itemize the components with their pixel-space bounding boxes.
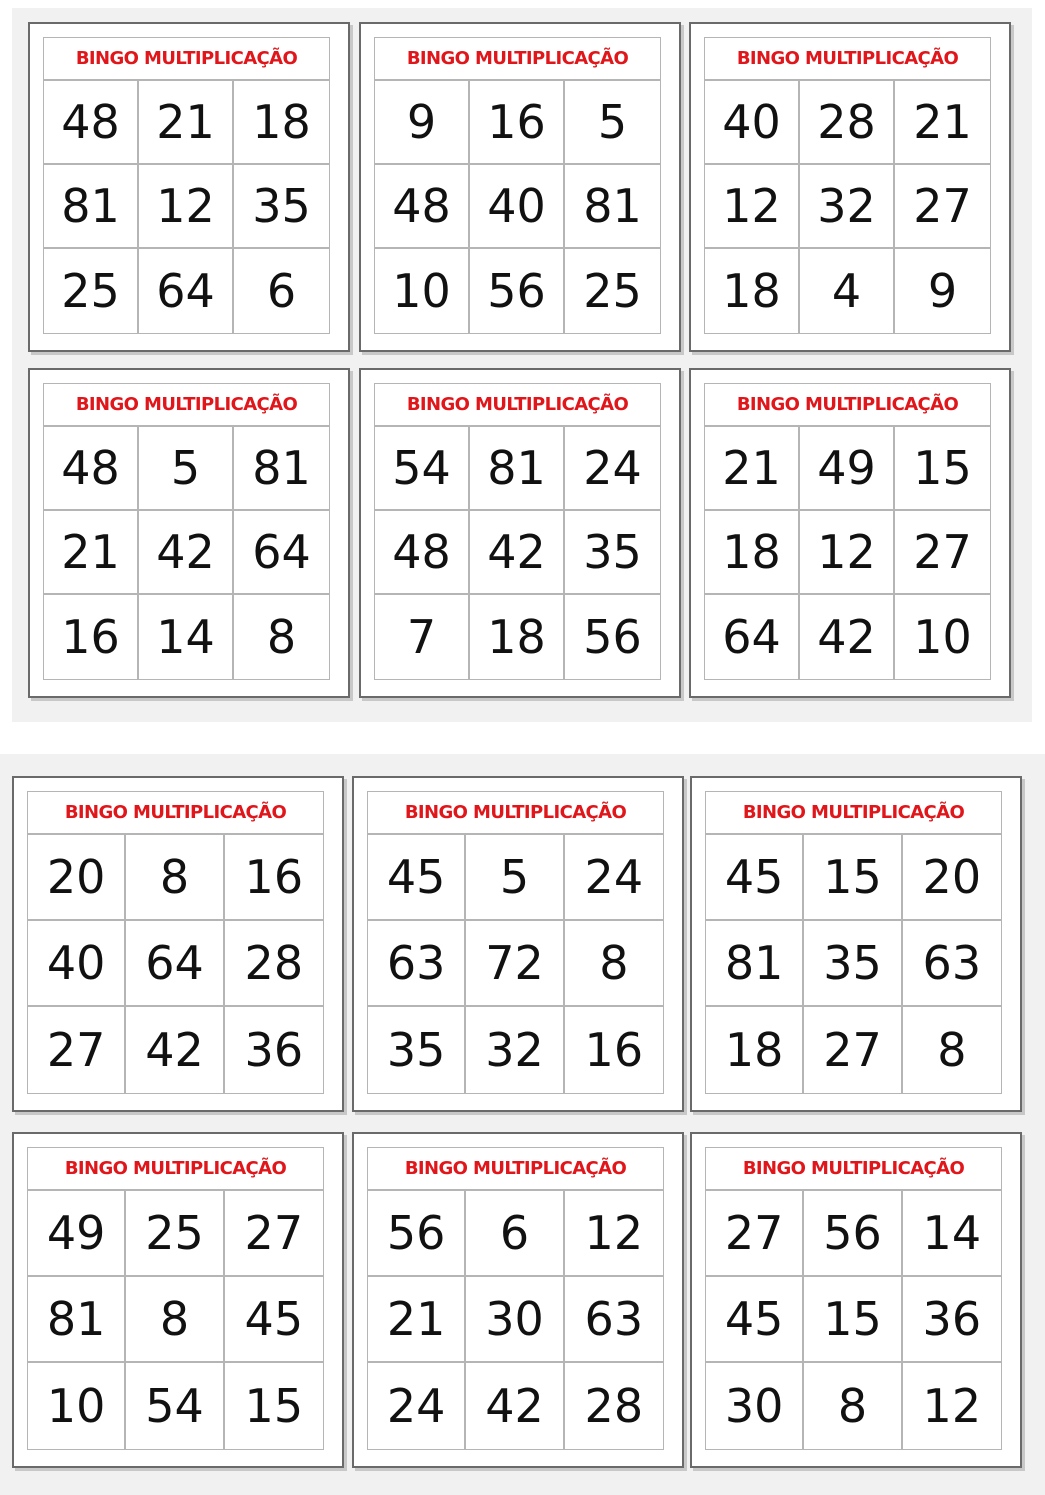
- bingo-number-cell: 16: [225, 835, 323, 921]
- bingo-number-cell: 81: [28, 1277, 126, 1363]
- bingo-number-cell: 4: [800, 249, 895, 333]
- bingo-card-frame: [705, 1147, 1002, 1450]
- bingo-number-cell: 42: [800, 595, 895, 679]
- bingo-card-title: BINGO MULTIPLICAÇÃO: [28, 792, 323, 835]
- bingo-card-frame: [705, 791, 1002, 1094]
- bingo-card-title: BINGO MULTIPLICAÇÃO: [44, 384, 329, 427]
- bingo-number-cell: 32: [800, 165, 895, 249]
- bingo-number-cell: 21: [139, 81, 234, 165]
- bingo-card-frame: [367, 791, 664, 1094]
- bingo-number-cell: 63: [368, 921, 466, 1007]
- bingo-number-cell: 40: [28, 921, 126, 1007]
- bingo-number-cell: 28: [800, 81, 895, 165]
- bingo-number-cell: 27: [28, 1007, 126, 1093]
- bingo-number-cell: 30: [466, 1277, 564, 1363]
- bingo-number-cell: 45: [706, 1277, 804, 1363]
- bingo-number-grid: [44, 81, 329, 333]
- bingo-number-grid: [706, 835, 1001, 1093]
- bingo-number-cell: 6: [466, 1191, 564, 1277]
- bingo-number-cell: 18: [705, 511, 800, 595]
- bingo-number-cell: 64: [126, 921, 224, 1007]
- bingo-number-cell: 18: [234, 81, 329, 165]
- bingo-number-cell: 25: [583, 264, 642, 318]
- bingo-card: [690, 776, 1022, 1112]
- bingo-number-cell: 25: [44, 249, 139, 333]
- bingo-number-cell: 10: [913, 610, 972, 664]
- bingo-card-title: BINGO MULTIPLICAÇÃO: [368, 792, 663, 835]
- bingo-number-cell: 10: [375, 249, 470, 333]
- bingo-number-cell: 18: [470, 595, 565, 679]
- bingo-number-cell: 40: [705, 81, 800, 165]
- bingo-number-cell: 21: [705, 427, 800, 511]
- bingo-card: [352, 776, 684, 1112]
- bingo-number-cell: 81: [470, 427, 565, 511]
- bingo-number-cell: 35: [565, 511, 660, 595]
- bingo-number-cell: 35: [368, 1007, 466, 1093]
- bingo-number-cell: 24: [565, 427, 660, 511]
- bingo-number-cell: 15: [244, 1379, 304, 1433]
- bingo-number-cell: 64: [705, 595, 800, 679]
- bingo-number-cell: 42: [470, 511, 565, 595]
- bingo-number-cell: 54: [375, 427, 470, 511]
- bingo-card-title: BINGO MULTIPLICAÇÃO: [368, 1148, 663, 1191]
- bingo-number-cell: 48: [375, 165, 470, 249]
- bingo-number-cell: 12: [922, 1379, 982, 1433]
- bingo-number-cell: 56: [804, 1191, 902, 1277]
- bingo-number-cell: 36: [244, 1023, 304, 1077]
- bingo-number-cell: 81: [44, 165, 139, 249]
- bingo-number-grid: [28, 1191, 323, 1449]
- bingo-card: [359, 22, 681, 352]
- bingo-card-frame: [704, 37, 991, 334]
- bingo-number-cell: 81: [565, 165, 660, 249]
- bingo-number-cell: 28: [225, 921, 323, 1007]
- bingo-number-cell: 49: [800, 427, 895, 511]
- bingo-number-cell: 9: [375, 81, 470, 165]
- bingo-card: [12, 1132, 344, 1468]
- bingo-number-cell: 27: [706, 1191, 804, 1277]
- bingo-number-cell: 45: [225, 1277, 323, 1363]
- bingo-number-cell: 56: [583, 610, 642, 664]
- bingo-card-frame: [704, 383, 991, 680]
- bingo-number-cell: 8: [804, 1363, 902, 1449]
- bingo-sheet-bottom: [0, 754, 1045, 1495]
- bingo-number-grid: [44, 427, 329, 679]
- bingo-card: [359, 368, 681, 698]
- bingo-number-cell: 12: [705, 165, 800, 249]
- bingo-card-frame: [367, 1147, 664, 1450]
- bingo-card-frame: [374, 383, 661, 680]
- bingo-card-title: BINGO MULTIPLICAÇÃO: [705, 38, 990, 81]
- bingo-number-cell: 10: [28, 1363, 126, 1449]
- bingo-number-cell: 48: [44, 427, 139, 511]
- bingo-card-title: BINGO MULTIPLICAÇÃO: [375, 38, 660, 81]
- bingo-number-cell: 12: [139, 165, 234, 249]
- bingo-card-frame: [27, 1147, 324, 1450]
- bingo-number-cell: 56: [368, 1191, 466, 1277]
- bingo-number-cell: 45: [706, 835, 804, 921]
- bingo-number-cell: 35: [234, 165, 329, 249]
- bingo-number-cell: 6: [266, 264, 297, 318]
- bingo-number-cell: 27: [895, 165, 990, 249]
- bingo-number-cell: 12: [800, 511, 895, 595]
- bingo-number-cell: 81: [234, 427, 329, 511]
- bingo-number-cell: 15: [804, 835, 902, 921]
- bingo-number-cell: 5: [139, 427, 234, 511]
- bingo-number-cell: 8: [937, 1023, 967, 1077]
- bingo-number-cell: 32: [466, 1007, 564, 1093]
- bingo-card: [28, 368, 350, 698]
- bingo-number-cell: 8: [126, 1277, 224, 1363]
- bingo-number-cell: 27: [804, 1007, 902, 1093]
- bingo-number-cell: 48: [44, 81, 139, 165]
- bingo-card: [28, 22, 350, 352]
- bingo-number-cell: 45: [368, 835, 466, 921]
- bingo-number-grid: [375, 81, 660, 333]
- bingo-number-cell: 21: [895, 81, 990, 165]
- bingo-number-cell: 8: [126, 835, 224, 921]
- bingo-number-cell: 15: [895, 427, 990, 511]
- bingo-number-grid: [375, 427, 660, 679]
- bingo-number-grid: [368, 835, 663, 1093]
- bingo-number-cell: 35: [804, 921, 902, 1007]
- bingo-number-cell: 30: [706, 1363, 804, 1449]
- bingo-number-cell: 8: [266, 610, 297, 664]
- bingo-number-cell: 9: [927, 264, 958, 318]
- bingo-number-cell: 5: [466, 835, 564, 921]
- bingo-number-cell: 20: [903, 835, 1001, 921]
- bingo-card-title: BINGO MULTIPLICAÇÃO: [28, 1148, 323, 1191]
- bingo-number-grid: [705, 427, 990, 679]
- bingo-card-frame: [43, 383, 330, 680]
- bingo-number-cell: 40: [470, 165, 565, 249]
- bingo-number-cell: 5: [565, 81, 660, 165]
- bingo-number-cell: 36: [903, 1277, 1001, 1363]
- bingo-number-grid: [705, 81, 990, 333]
- bingo-card-title: BINGO MULTIPLICAÇÃO: [706, 792, 1001, 835]
- bingo-card: [689, 22, 1011, 352]
- bingo-card: [689, 368, 1011, 698]
- bingo-number-cell: 28: [584, 1379, 644, 1433]
- bingo-number-cell: 21: [368, 1277, 466, 1363]
- bingo-number-cell: 20: [28, 835, 126, 921]
- bingo-number-cell: 7: [375, 595, 470, 679]
- bingo-number-cell: 27: [895, 511, 990, 595]
- bingo-number-cell: 16: [470, 81, 565, 165]
- bingo-card-title: BINGO MULTIPLICAÇÃO: [44, 38, 329, 81]
- bingo-card: [690, 1132, 1022, 1468]
- bingo-number-cell: 16: [584, 1023, 644, 1077]
- bingo-number-cell: 64: [139, 249, 234, 333]
- bingo-number-cell: 81: [706, 921, 804, 1007]
- bingo-number-cell: 27: [225, 1191, 323, 1277]
- bingo-number-cell: 63: [565, 1277, 663, 1363]
- bingo-number-cell: 54: [126, 1363, 224, 1449]
- bingo-card-frame: [43, 37, 330, 334]
- bingo-number-cell: 63: [903, 921, 1001, 1007]
- bingo-sheet-top: [12, 8, 1032, 722]
- bingo-number-cell: 15: [804, 1277, 902, 1363]
- bingo-number-cell: 14: [903, 1191, 1001, 1277]
- bingo-number-grid: [368, 1191, 663, 1449]
- bingo-number-cell: 18: [705, 249, 800, 333]
- bingo-number-cell: 64: [234, 511, 329, 595]
- bingo-number-cell: 8: [565, 921, 663, 1007]
- bingo-card: [352, 1132, 684, 1468]
- bingo-card-frame: [27, 791, 324, 1094]
- bingo-number-cell: 42: [139, 511, 234, 595]
- bingo-number-cell: 21: [44, 511, 139, 595]
- bingo-number-grid: [28, 835, 323, 1093]
- bingo-number-cell: 16: [44, 595, 139, 679]
- bingo-number-cell: 14: [139, 595, 234, 679]
- bingo-number-cell: 25: [126, 1191, 224, 1277]
- bingo-number-cell: 49: [28, 1191, 126, 1277]
- bingo-number-cell: 12: [565, 1191, 663, 1277]
- bingo-number-cell: 42: [466, 1363, 564, 1449]
- bingo-number-cell: 24: [565, 835, 663, 921]
- bingo-card-frame: [374, 37, 661, 334]
- bingo-number-grid: [706, 1191, 1001, 1449]
- bingo-card-title: BINGO MULTIPLICAÇÃO: [375, 384, 660, 427]
- bingo-number-cell: 72: [466, 921, 564, 1007]
- bingo-number-cell: 18: [706, 1007, 804, 1093]
- bingo-card-title: BINGO MULTIPLICAÇÃO: [705, 384, 990, 427]
- bingo-number-cell: 48: [375, 511, 470, 595]
- bingo-number-cell: 24: [368, 1363, 466, 1449]
- bingo-number-cell: 56: [470, 249, 565, 333]
- bingo-card: [12, 776, 344, 1112]
- bingo-number-cell: 42: [126, 1007, 224, 1093]
- bingo-card-title: BINGO MULTIPLICAÇÃO: [706, 1148, 1001, 1191]
